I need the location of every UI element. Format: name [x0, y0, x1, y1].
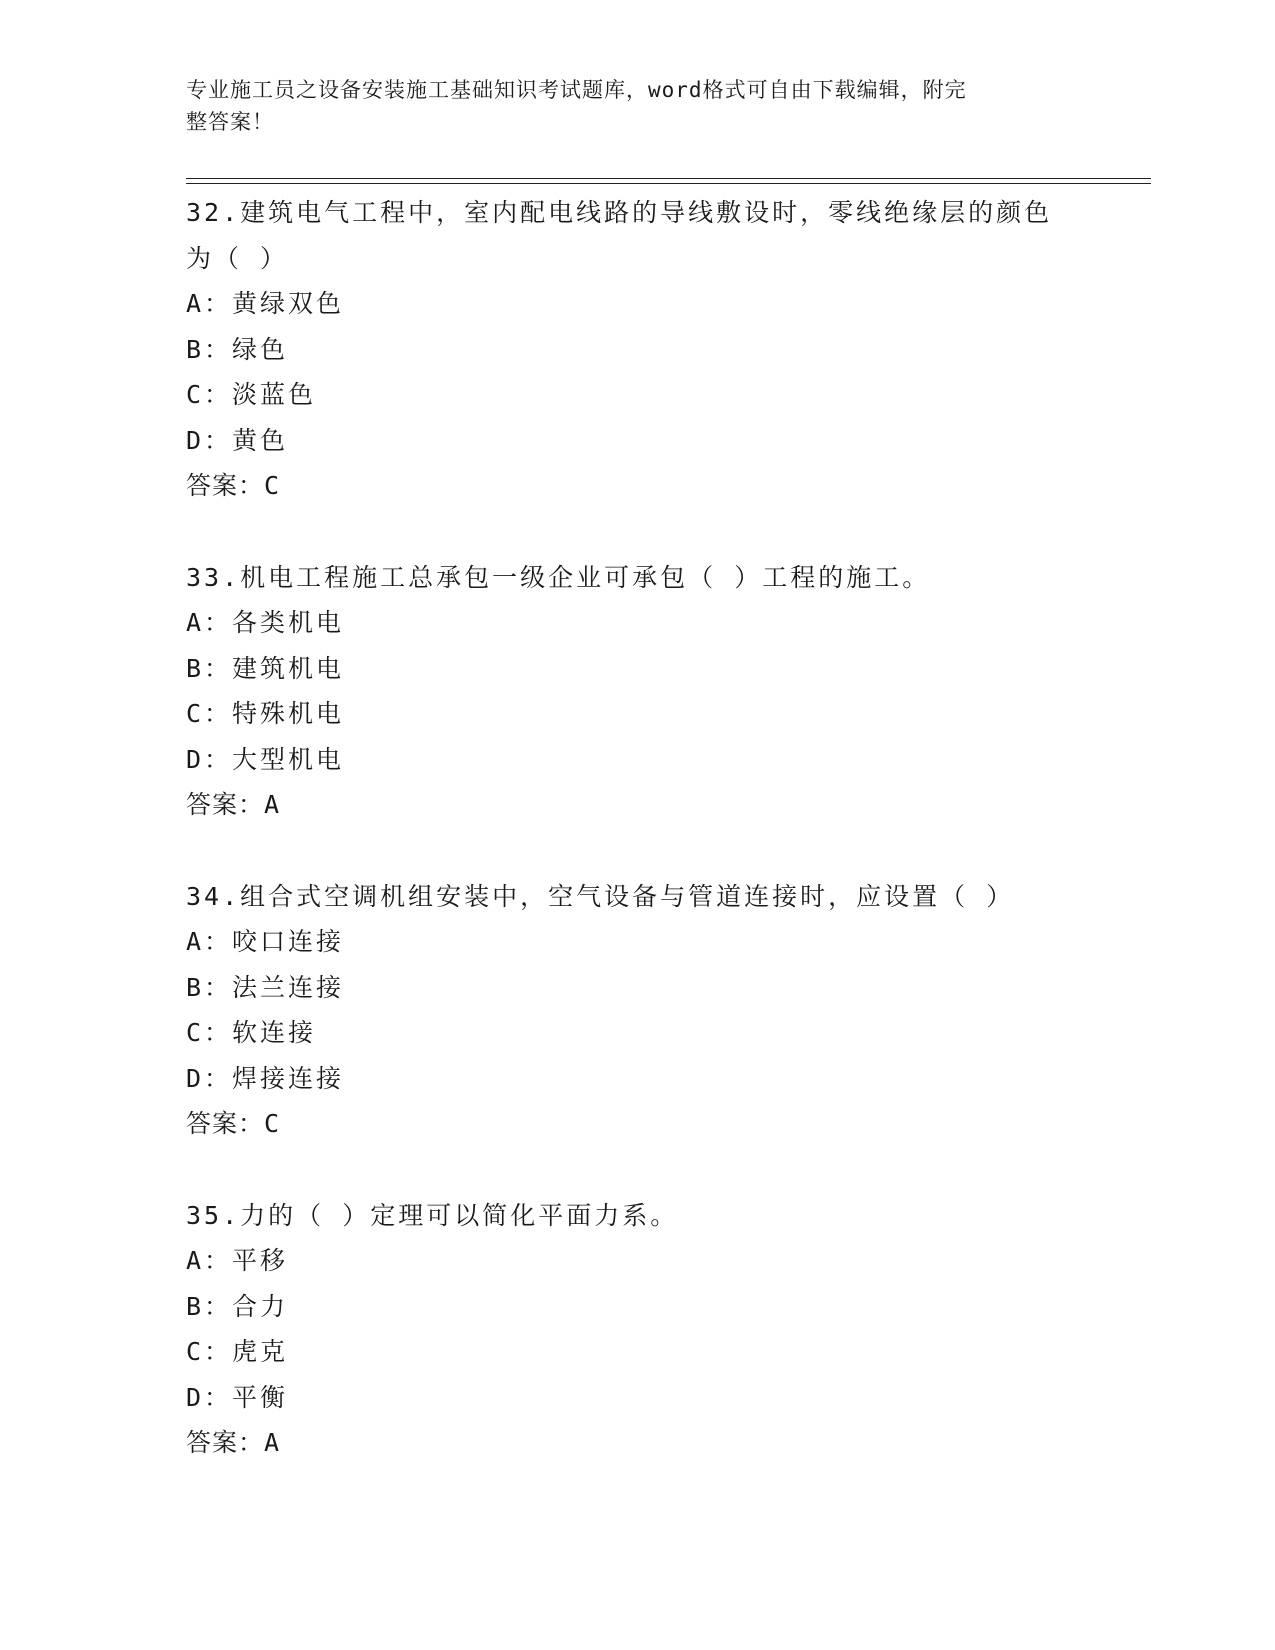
answer-label: 答案：	[186, 1109, 265, 1138]
header-title-line-2: 整答案！	[186, 110, 274, 134]
answer-value: A	[264, 1428, 281, 1457]
answer-line	[186, 1420, 1086, 1466]
answer-label: 答案：	[186, 1428, 265, 1457]
question-stem-line-1: 35.力的（ ）定理可以简化平面力系。	[186, 1200, 679, 1230]
header-divider-top	[186, 178, 1151, 179]
option-c: C：特殊机电	[186, 699, 345, 728]
answer-line	[186, 782, 1086, 828]
option-a: A：各类机电	[186, 608, 345, 637]
option-b: B：法兰连接	[186, 972, 345, 1002]
question-35	[186, 1193, 1086, 1466]
question-stem-line-1: 32.建筑电气工程中，室内配电线路的导线敷设时，零线绝缘层的颜色	[186, 198, 1053, 227]
header-title-line-1: 专业施工员之设备安装施工基础知识考试题库，word格式可自由下载编辑，附完	[186, 78, 967, 102]
option-d: D：平衡	[186, 1382, 289, 1412]
option-c: C：淡蓝色	[186, 380, 317, 409]
document-header	[186, 74, 1066, 138]
header-divider-bottom	[186, 183, 1151, 184]
option-b: B：建筑机电	[186, 653, 345, 683]
option-c: C：软连接	[186, 1018, 317, 1047]
option-a: A：平移	[186, 1246, 289, 1275]
question-stem-line-2: 为（ ）	[186, 243, 289, 273]
answer-line	[186, 463, 1086, 509]
option-a: A：黄绿双色	[186, 289, 345, 318]
question-32	[186, 190, 1086, 509]
answer-label: 答案：	[186, 790, 265, 819]
question-list	[186, 190, 1086, 1512]
option-d: D：黄色	[186, 425, 289, 455]
question-34	[186, 874, 1086, 1147]
option-c: C：虎克	[186, 1337, 289, 1366]
option-d: D：大型机电	[186, 744, 345, 774]
answer-value: C	[264, 1109, 281, 1138]
question-33	[186, 555, 1086, 828]
option-d: D：焊接连接	[186, 1063, 345, 1093]
option-a: A：咬口连接	[186, 927, 345, 956]
answer-value: A	[264, 790, 281, 819]
option-b: B：绿色	[186, 334, 289, 364]
question-stem-line-1: 33.机电工程施工总承包一级企业可承包（ ）工程的施工。	[186, 562, 931, 592]
answer-label: 答案：	[186, 471, 265, 500]
option-b: B：合力	[186, 1291, 289, 1321]
answer-line	[186, 1101, 1086, 1147]
question-stem-line-1: 34.组合式空调机组安装中，空气设备与管道连接时，应设置（ ）	[186, 881, 1015, 911]
answer-value: C	[264, 471, 281, 500]
